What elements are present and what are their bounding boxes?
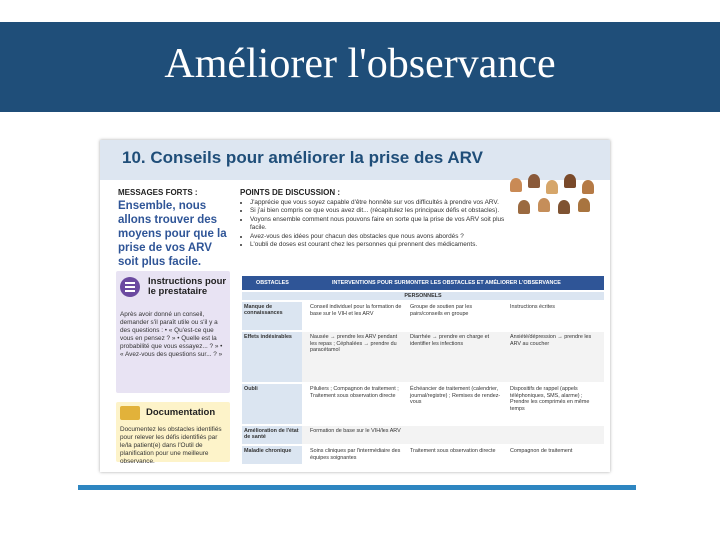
row-cell: Compagnon de traitement (510, 448, 573, 454)
discussion-points (240, 188, 510, 249)
key-messages (118, 188, 230, 269)
list-item: • Avez-vous des idées pour chacun des obstacles que nous avons abordés ? (250, 233, 510, 241)
document-heading: 10. Conseils pour améliorer la prise des ARV (122, 148, 483, 167)
table-row (242, 302, 604, 330)
photo-strip (504, 168, 604, 220)
row-cell: Dispositifs de rappel (appels téléphoniques, SMS, alarme) ; Prendre les comprimés en même temps (510, 386, 590, 412)
key-messages-label: MESSAGES FORTS : (118, 188, 198, 197)
row-cell: Instructions écrites (510, 304, 555, 310)
documentation-title: Documentation (146, 407, 216, 418)
row-key: Oubli (242, 384, 302, 424)
table-header (242, 276, 604, 290)
list-item: • J'apprécie que vous soyez capable d'être honnête sur vos difficultés à prendre vos ARV. (250, 199, 510, 207)
provider-box-text: Après avoir donné un conseil, demander s'il paraît utile ou s'il y a des questions : • « Qu'est-ce que vous en pensez ? » • Quelle est la probabilité que vous essayez... ? » • « Avez-vous des questions sur... ? » (120, 311, 223, 358)
row-cell: Nausée → prendre les ARV pendant les repas ; Céphalées → prendre du paracétamol (310, 334, 398, 353)
row-cell: Soins cliniques par l'intermédiaire des équipes soignantes (310, 448, 401, 461)
discussion-label: POINTS DE DISCUSSION : (240, 188, 341, 197)
discussion-list (240, 199, 510, 249)
row-cell: Traitement sous observation directe (410, 448, 496, 454)
row-key: Amélioration de l'état de santé (242, 426, 302, 444)
row-cell: Conseil individuel pour la formation de base sur le VIH et les ARV (310, 304, 402, 317)
row-cell: Diarrhée → prendre en charge et identifier les infections (410, 334, 490, 347)
row-cell: Échéancier de traitement (calendrier, journal/registre) ; Remises de rendez-vous (410, 386, 501, 405)
folder-icon (120, 406, 140, 420)
table-row (242, 446, 604, 464)
col-interventions: INTERVENTIONS POUR SURMONTER LES OBSTACLES ET AMÉLIORER L'OBSERVANCE (332, 280, 561, 286)
provider-box-title: Instructions pour le prestataire (148, 276, 227, 297)
embedded-document (100, 140, 610, 472)
list-item: • Si j'ai bien compris ce que vous avez dit... (récapitulez les principaux défis et obstacles). (250, 207, 510, 215)
row-cell: Anxiété/dépression → prendre les ARV au coucher (510, 334, 592, 347)
list-item: • Voyons ensemble comment nous pouvons faire en sorte que la prise de vos ARV soit plus facile. (250, 216, 510, 233)
row-cell: Formation de base sur le VIH/les ARV (310, 428, 401, 434)
table-subheader: PERSONNELS (242, 292, 604, 300)
row-key: Maladie chronique (242, 446, 302, 464)
table-row (242, 332, 604, 382)
row-cell: Groupe de soutien par les pairs/conseils en groupe (410, 304, 473, 317)
obstacles-table (242, 276, 604, 464)
provider-instructions-box (116, 271, 230, 393)
list-item: • L'oubli de doses est courant chez les personnes qui prennent des médicaments. (250, 241, 510, 249)
row-key: Effets indésirables (242, 332, 302, 382)
key-messages-text: Ensemble, nous allons trouver des moyens pour que la prise de vos ARV soit plus facile. (118, 200, 227, 268)
documentation-box (116, 402, 230, 465)
slide-title-bar (0, 22, 720, 112)
row-cell: Piluliers ; Compagnon de traitement ; Traitement sous observation directe (310, 386, 399, 399)
slide-title: Améliorer l'observance (164, 41, 556, 87)
row-key: Manque de connaissances (242, 302, 302, 330)
table-row (242, 384, 604, 424)
bottom-rule (78, 485, 636, 490)
table-row (242, 426, 604, 444)
list-icon (120, 277, 140, 297)
documentation-text: Documentez les obstacles identifiés pour relever les défis identifiés par le/la patient(e) dans l'Outil de planification pour une meilleure observance. (120, 426, 222, 465)
col-obstacles: OBSTACLES (256, 280, 289, 286)
